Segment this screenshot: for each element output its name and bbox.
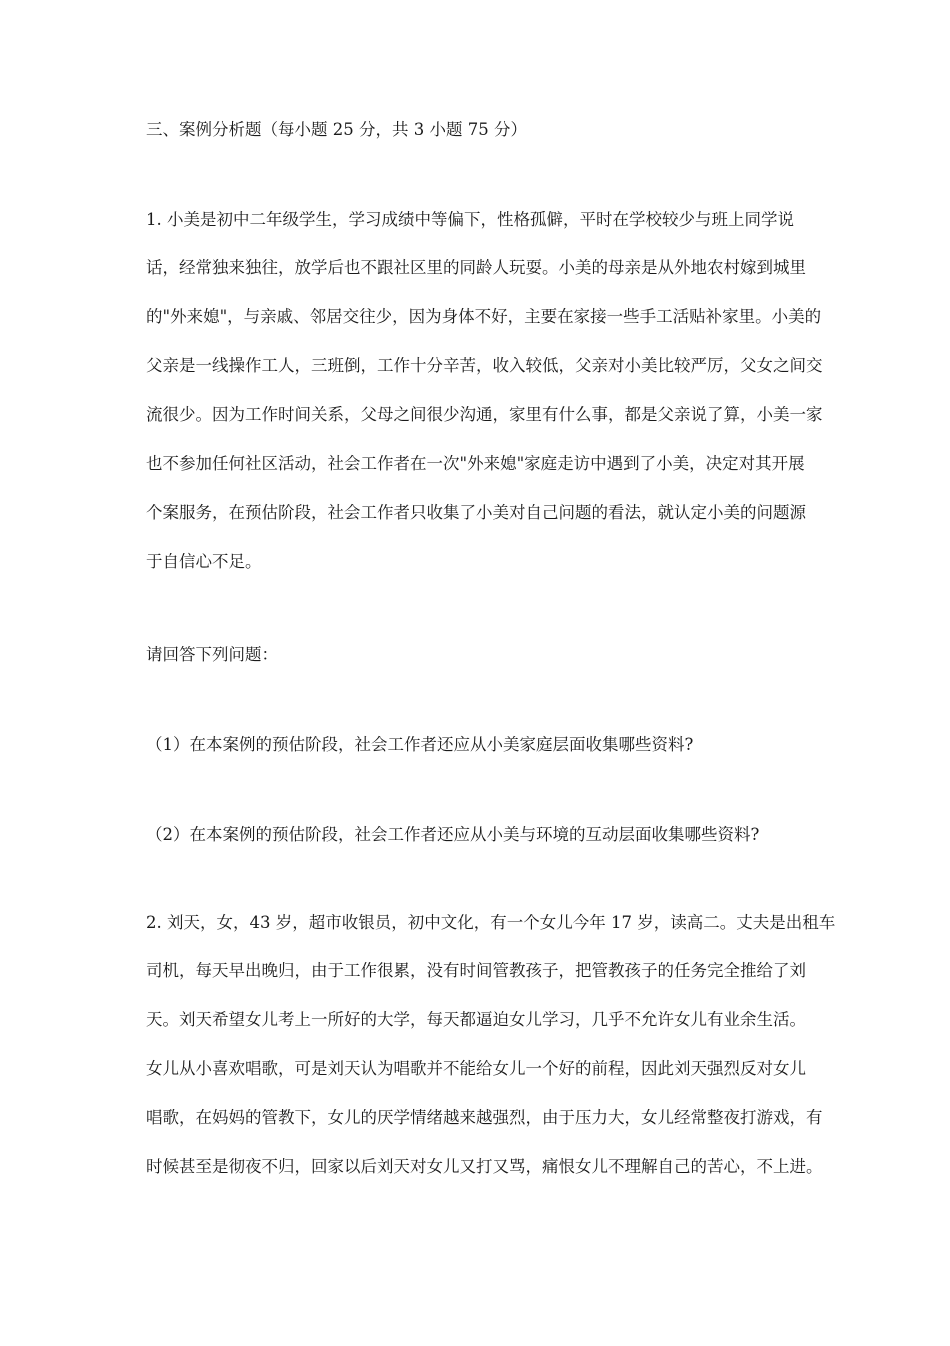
case2-line-5: 唱歌，在妈妈的管教下，女儿的厌学情绪越来越强烈，由于压力大，女儿经常整夜打游戏，有 [146,1108,823,1127]
case1-line-1: 1. 小美是初中二年级学生，学习成绩中等偏下，性格孤僻，平时在学校较少与班上同学说 [146,210,794,229]
case1-line-6: 也不参加任何社区活动，社会工作者在一次"外来媳"家庭走访中遇到了小美，决定对其开展 [146,454,805,473]
case1-line-7: 个案服务，在预估阶段，社会工作者只收集了小美对自己问题的看法，就认定小美的问题源 [146,503,806,522]
question-2: （2）在本案例的预估阶段，社会工作者还应从小美与环境的互动层面收集哪些资料? [146,825,760,844]
case2-line-4: 女儿从小喜欢唱歌，可是刘天认为唱歌并不能给女儿一个好的前程，因此刘天强烈反对女儿 [146,1059,806,1078]
case1-line-8: 于自信心不足。 [146,552,262,571]
case1-line-5: 流很少。因为工作时间关系，父母之间很少沟通，家里有什么事，都是父亲说了算，小美一家 [146,405,823,424]
case1-line-4: 父亲是一线操作工人，三班倒，工作十分辛苦，收入较低，父亲对小美比较严厉，父女之间交 [146,356,823,375]
case1-line-3: 的"外来媳"，与亲戚、邻居交往少，因为身体不好，主要在家接一些手工活贴补家里。小美的 [146,307,822,326]
case2-line-3: 天。刘天希望女儿考上一所好的大学，每天都逼迫女儿学习，几乎不允许女儿有业余生活。 [146,1010,806,1029]
case2-line-2: 司机，每天早出晚归，由于工作很累，没有时间管教孩子，把管教孩子的任务完全推给了刘 [146,961,806,980]
section-title: 三、案例分析题（每小题 25 分，共 3 小题 75 分） [146,120,527,139]
case2-line-1: 2. 刘天，女，43 岁，超市收银员，初中文化，有一个女儿今年 17 岁，读高二。丈夫是出租车 [146,913,836,932]
question-1: （1）在本案例的预估阶段，社会工作者还应从小美家庭层面收集哪些资料? [146,735,694,754]
case1-line-2: 话，经常独来独往，放学后也不跟社区里的同龄人玩耍。小美的母亲是从外地农村嫁到城里 [146,258,806,277]
questions-prompt: 请回答下列问题： [146,645,278,664]
case2-line-6: 时候甚至是彻夜不归，回家以后刘天对女儿又打又骂，痛恨女儿不理解自己的苦心，不上进。 [146,1157,823,1176]
